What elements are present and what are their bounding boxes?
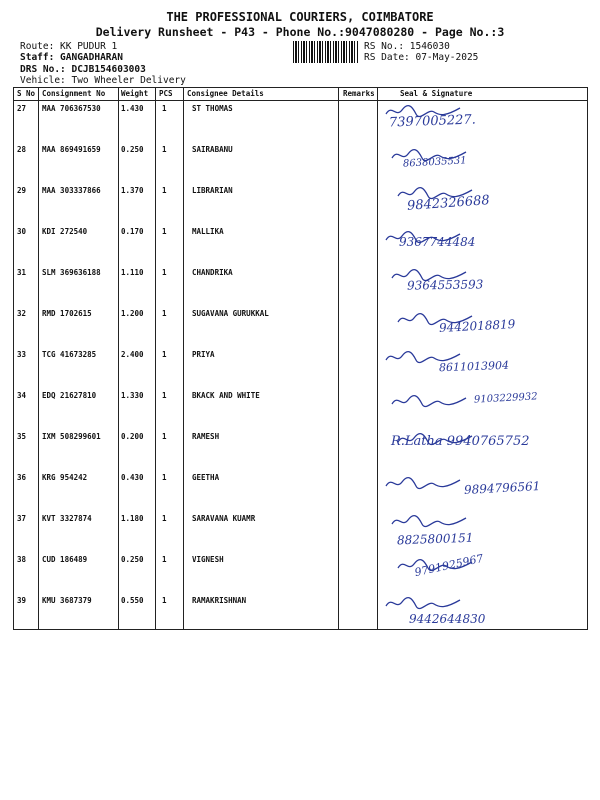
table-row [14,100,587,141]
consignee-cell: RAMESH [192,432,220,441]
signature-text: 9894796561 [463,479,541,497]
weight-cell: 0.550 [121,596,144,605]
signature-scribble [384,474,464,492]
sno-cell: 32 [17,309,27,318]
consignment-cell: IXM 508299601 [42,432,101,441]
table-row [14,428,587,469]
sno-cell: 37 [17,514,27,523]
consignment-cell: KRG 954242 [42,473,88,482]
pcs-cell: 1 [162,145,167,154]
pcs-cell: 1 [162,514,167,523]
pcs-cell: 1 [162,473,167,482]
signature-text: R.Latha 9940765752 [391,434,530,449]
signature-text: 8638035531 [402,155,467,170]
consignee-cell: VIGNESH [192,555,224,564]
pcs-cell: 1 [162,391,167,400]
consignee-cell: CHANDRIKA [192,268,233,277]
signature-text: 7397005227. [388,112,477,131]
runsheet-table [13,87,588,630]
barcode [293,41,359,63]
weight-cell: 1.180 [121,514,144,523]
signature-scribble [390,392,470,410]
sno-cell: 28 [17,145,27,154]
consignee-cell: BKACK AND WHITE [192,391,260,400]
sno-cell: 27 [17,104,27,113]
consignment-cell: SLM 369636188 [42,268,101,277]
runsheet-subtitle: Delivery Runsheet - P43 - Phone No.:9047080280 - Page No.:3 [95,25,505,39]
signature-text: 9367744484 [399,235,476,249]
weight-cell: 1.330 [121,391,144,400]
pcs-cell: 1 [162,309,167,318]
rs-number: RS No.: 1546030 [364,41,450,52]
weight-cell: 1.370 [121,186,144,195]
signature-text: 9442644830 [409,612,486,626]
consignment-cell: RMD 1702615 [42,309,92,318]
consignee-cell: SUGAVANA GURUKKAL [192,309,269,318]
header-consignment: Consignment No [42,89,106,98]
signature-scribble [384,594,464,612]
consignee-cell: MALLIKA [192,227,224,236]
weight-cell: 2.400 [121,350,144,359]
table-row [14,592,587,633]
consignment-cell: MAA 303337866 [42,186,101,195]
vehicle-label: Vehicle: Two Wheeler Delivery [20,75,186,86]
weight-cell: 0.250 [121,145,144,154]
consignment-cell: KVT 3327874 [42,514,92,523]
sno-cell: 39 [17,596,27,605]
sno-cell: 29 [17,186,27,195]
sno-cell: 38 [17,555,27,564]
staff-label: Staff: GANGADHARAN [20,52,123,63]
pcs-cell: 1 [162,432,167,441]
consignee-cell: PRIYA [192,350,215,359]
sno-cell: 36 [17,473,27,482]
consignee-cell: RAMAKRISHNAN [192,596,247,605]
sno-cell: 31 [17,268,27,277]
table-row [14,551,587,592]
weight-cell: 0.200 [121,432,144,441]
signature-text: 9791925967 [413,551,485,580]
table-row [14,346,587,387]
signature-scribble [390,512,470,530]
signature-text: 8611013904 [438,358,510,375]
consignee-cell: SAIRABANU [192,145,233,154]
table-row [14,264,587,305]
rs-date: RS Date: 07-May-2025 [364,52,479,63]
company-title: THE PROFESSIONAL COURIERS, COIMBATORE [166,10,434,24]
sno-cell: 35 [17,432,27,441]
consignment-cell: TCG 41673285 [42,350,97,359]
weight-cell: 0.170 [121,227,144,236]
table-row [14,182,587,223]
pcs-cell: 1 [162,555,167,564]
pcs-cell: 1 [162,268,167,277]
weight-cell: 1.110 [121,268,144,277]
sno-cell: 30 [17,227,27,236]
header-remarks: Remarks [343,89,375,98]
signature-text: 9442018819 [438,317,516,335]
consignment-cell: KMU 3687379 [42,596,92,605]
table-row [14,305,587,346]
weight-cell: 1.430 [121,104,144,113]
pcs-cell: 1 [162,227,167,236]
weight-cell: 0.430 [121,473,144,482]
consignment-cell: CUD 186489 [42,555,88,564]
consignee-cell: GEETHA [192,473,220,482]
table-row [14,223,587,264]
consignee-cell: SARAVANA KUAMR [192,514,256,523]
pcs-cell: 1 [162,104,167,113]
table-row [14,387,587,428]
consignment-cell: KDI 272540 [42,227,88,236]
drs-number: DRS No.: DCJB154603003 [20,64,146,75]
sno-cell: 34 [17,391,27,400]
table-row [14,141,587,182]
route-label: Route: KK PUDUR 1 [20,41,118,52]
pcs-cell: 1 [162,186,167,195]
consignment-cell: MAA 869491659 [42,145,101,154]
pcs-cell: 1 [162,596,167,605]
signature-text: 8825800151 [396,530,474,548]
signature-text: 9364553593 [406,277,484,293]
table-row [14,510,587,551]
consignment-cell: EDQ 21627810 [42,391,97,400]
consignment-cell: MAA 706367530 [42,104,101,113]
signature-text: 9103229932 [473,391,538,406]
pcs-cell: 1 [162,350,167,359]
sno-cell: 33 [17,350,27,359]
weight-cell: 1.200 [121,309,144,318]
header-sno: S No [17,89,36,98]
header-weight: Weight [121,89,149,98]
table-row [14,469,587,510]
consignee-cell: ST THOMAS [192,104,233,113]
consignee-cell: LIBRARIAN [192,186,233,195]
weight-cell: 0.250 [121,555,144,564]
header-signature: Seal & Signature [400,89,473,98]
header-pcs: PCS [159,89,173,98]
header-consignee: Consignee Details [187,89,264,98]
signature-text: 9842326688 [406,193,491,214]
